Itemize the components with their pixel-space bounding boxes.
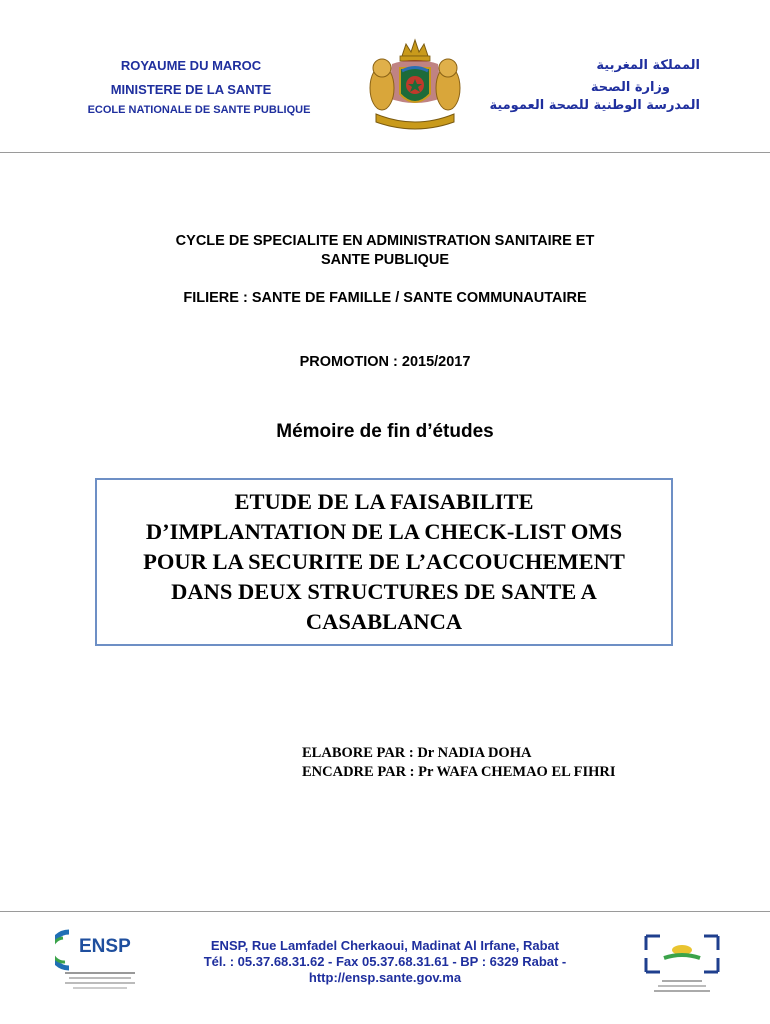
title-line-5: CASABLANCA <box>305 609 463 634</box>
thesis-title <box>99 487 669 637</box>
title-box <box>95 478 673 646</box>
title-line-2: D’IMPLANTATION DE LA CHECK-LIST OMS <box>145 519 623 544</box>
cycle-line-1: CYCLE DE SPECIALITE EN ADMINISTRATION SANITAIRE ET <box>175 233 595 249</box>
header-ar-kingdom: المملكة المغربية <box>596 58 700 73</box>
header-ar-school: المدرسة الوطنية للصحة العمومية <box>489 98 700 113</box>
promotion: PROMOTION : 2015/2017 <box>299 354 471 370</box>
coat-of-arms-icon <box>362 38 468 134</box>
title-line-4: DANS DEUX STRUCTURES DE SANTE A <box>171 579 597 604</box>
memoire-label: Mémoire de fin d’études <box>276 421 494 442</box>
footer-address: ENSP, Rue Lamfadel Cherkaoui, Madinat Al Irfane, Rabat <box>210 938 560 953</box>
title-line-1: ETUDE DE LA FAISABILITE <box>234 489 534 514</box>
header-fr-ministry: MINISTERE DE LA SANTE <box>110 82 272 97</box>
footer-phone: Tél. : 05.37.68.31.62 - Fax 05.37.68.31.61 - BP : 6329 Rabat - <box>203 954 567 969</box>
ministry-logo-icon <box>640 932 724 998</box>
header-fr-kingdom: ROYAUME DU MAROC <box>120 58 262 73</box>
filiere: FILIERE : SANTE DE FAMILLE / SANTE COMMUNAUTAIRE <box>183 290 587 306</box>
footer-url[interactable]: http://ensp.sante.gov.ma <box>308 970 462 985</box>
header-ar-ministry: وزارة الصحة <box>590 80 670 95</box>
title-line-3: POUR LA SECURITE DE L’ACCOUCHEMENT <box>143 549 625 574</box>
ensp-logo-text: ENSP <box>79 936 131 957</box>
cycle-line-2: SANTE PUBLIQUE <box>320 252 450 268</box>
header-divider <box>0 152 770 153</box>
footer-divider <box>0 911 770 912</box>
header-fr-school: ECOLE NATIONALE DE SANTE PUBLIQUE <box>87 104 311 116</box>
elabore-par: ELABORE PAR : Dr NADIA DOHA <box>302 745 532 761</box>
encadre-par: ENCADRE PAR : Pr WAFA CHEMAO EL FIHRI <box>302 764 616 780</box>
ensp-logo-icon <box>55 928 145 992</box>
